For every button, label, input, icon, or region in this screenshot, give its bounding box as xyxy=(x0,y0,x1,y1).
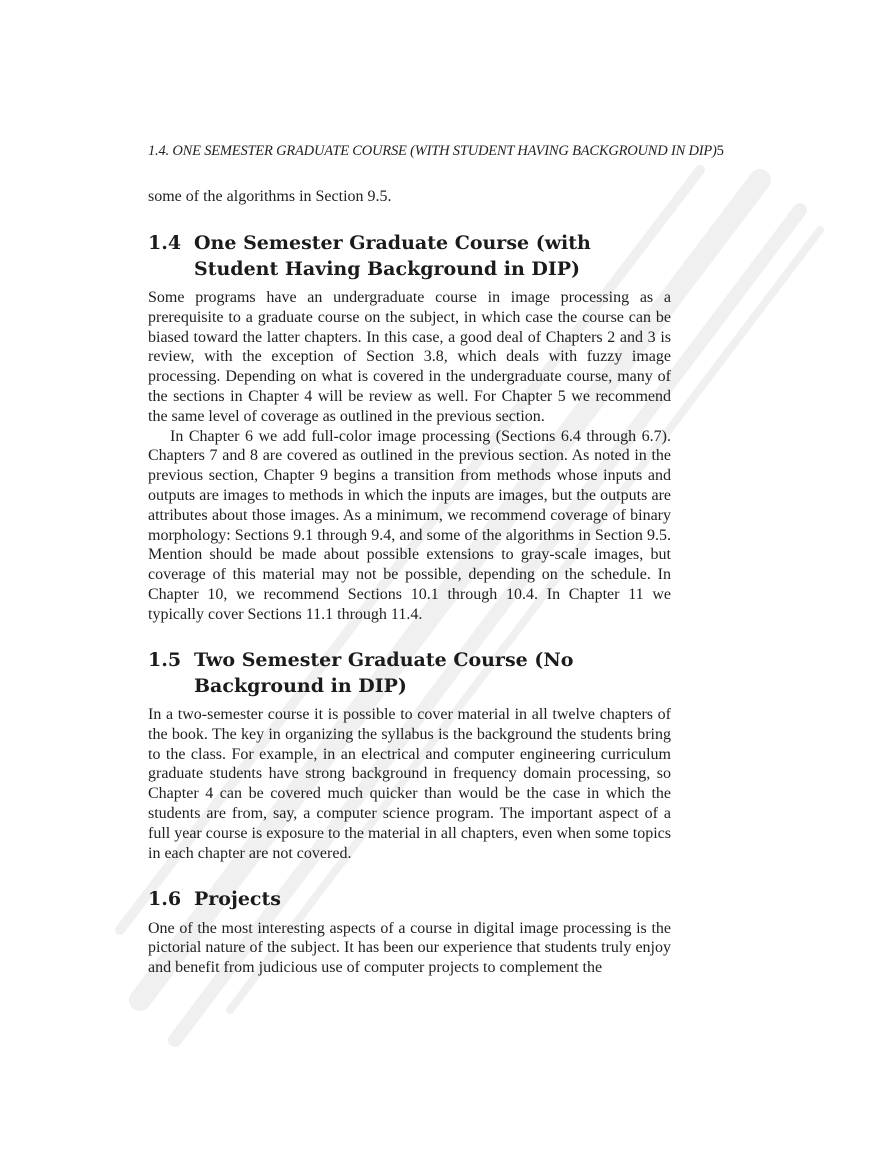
section-heading xyxy=(148,231,671,282)
section-heading xyxy=(148,648,671,699)
document-page xyxy=(148,0,724,1155)
page-number: 5 xyxy=(716,143,724,159)
section-1-5 xyxy=(148,648,671,863)
section-1-6 xyxy=(148,887,671,978)
section-number: 1.5 xyxy=(148,649,182,671)
paragraph: One of the most interesting aspects of a course in digital image processing is the pictorial nature of the subject. It has been our experience that students truly enjoy and benefit from judicious use of computer projects to complement the xyxy=(148,919,671,977)
continuation-text: some of the algorithms in Section 9.5. xyxy=(148,188,392,205)
section-body xyxy=(148,288,671,625)
section-title: Two Semester Graduate Course (No Background in DIP) xyxy=(194,649,574,697)
section-number: 1.6 xyxy=(148,888,182,910)
running-head-title: 1.4. ONE SEMESTER GRADUATE COURSE (WITH STUDENT HAVING BACKGROUND IN DIP) xyxy=(148,143,717,159)
section-1-4 xyxy=(148,231,671,625)
paragraph: In a two-semester course it is possible to cover material in all twelve chapters of the book. The key in organizing the syllabus is the background the students bring to the class. For example, in an electrical and computer engineering curriculum graduate students have strong background in frequency domain processing, so Chapter 4 can be covered much quicker than would be the case in which the students are from, say, a computer science program. The important aspect of a full year course is exposure to the material in all chapters, even when some topics in each chapter are not covered. xyxy=(148,706,671,862)
running-head xyxy=(148,143,788,160)
section-heading xyxy=(148,887,671,913)
paragraph: Some programs have an undergraduate course in image processing as a prerequisite to a graduate course on the subject, in which case the course can be biased toward the latter chapters. In this case, a good deal of Chapters 2 and 3 is review, with the exception of Section 3.8, which deals with fuzzy image processing. Depending on what is covered in the undergraduate course, many of the sections in Chapter 4 will be review as well. For Chapter 5 we recommend the same level of coverage as outlined in the previous section. xyxy=(148,289,671,425)
section-body xyxy=(148,705,671,863)
section-body xyxy=(148,919,671,978)
section-title: One Semester Graduate Course (with Student Having Background in DIP) xyxy=(194,232,591,280)
section-number: 1.4 xyxy=(148,232,182,254)
section-title: Projects xyxy=(194,888,281,910)
paragraph: In Chapter 6 we add full-color image processing (Sections 6.4 through 6.7). Chapters 7 and 8 are covered as outlined in the previous section. As noted in the previous section, Chapter 9 begins a transition from methods whose inputs and outputs are images to methods in which the inputs are images, but the outputs are attributes about those images. As a minimum, we recommend coverage of binary morphology: Sections 9.1 through 9.4, and some of the algorithms in Section 9.5. Mention should be made about possible extensions to gray-scale images, but coverage of this material may not be possible, depending on the schedule. In Chapter 10, we recommend Sections 10.1 through 10.4. In Chapter 11 we typically cover Sections 11.1 through 11.4. xyxy=(148,427,671,623)
